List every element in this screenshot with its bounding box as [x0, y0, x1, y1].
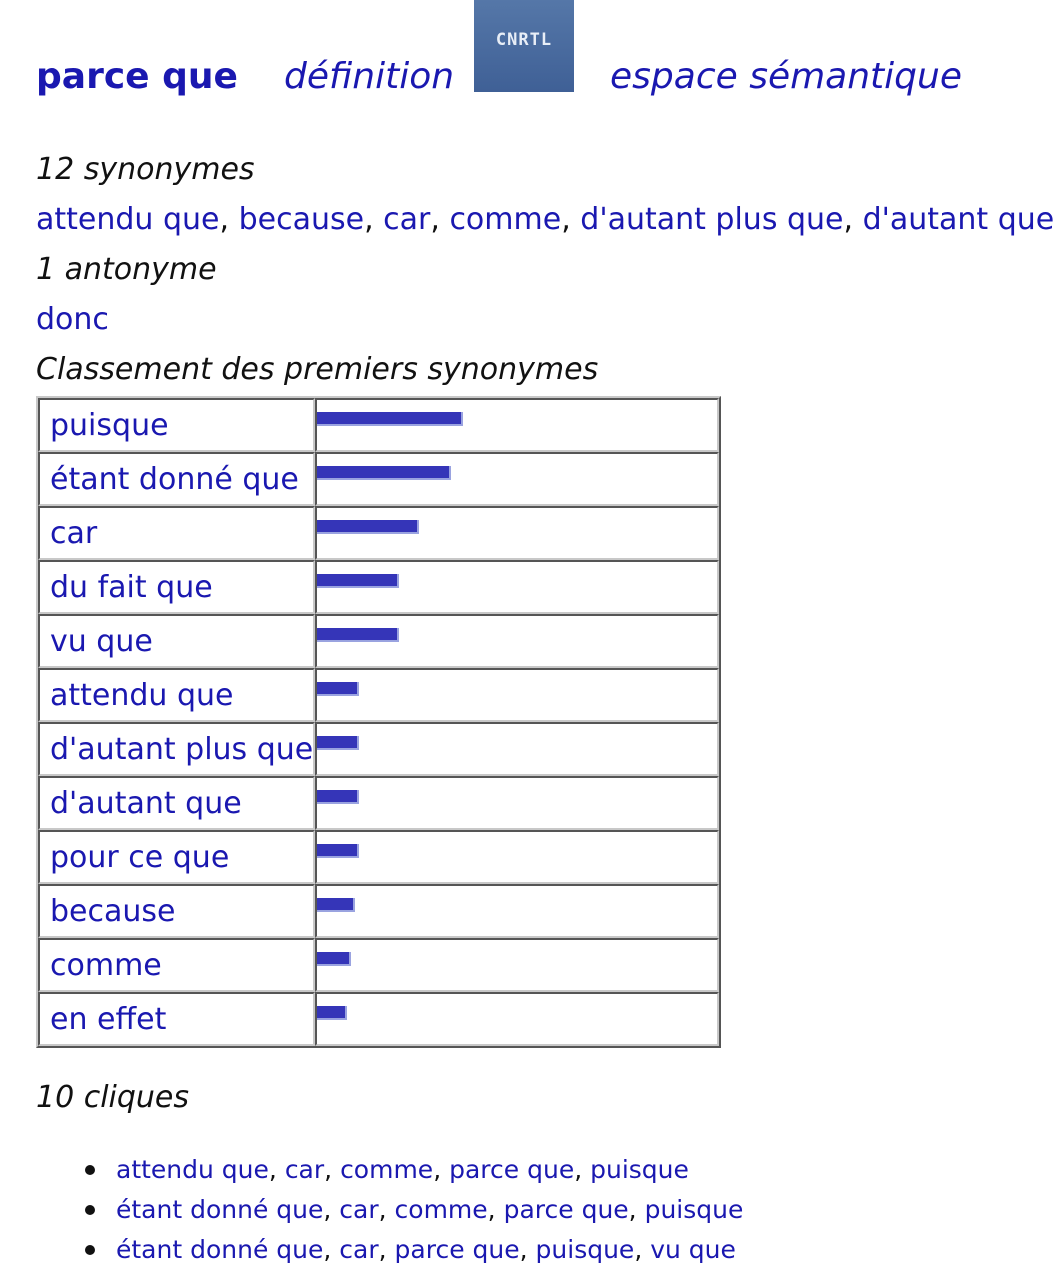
ranking-bar-cell	[315, 560, 719, 614]
ranking-bar-cell	[315, 398, 719, 452]
separator: ,	[628, 1195, 645, 1224]
clique-word-link[interactable]: puisque	[590, 1155, 689, 1184]
bullet-icon	[85, 1165, 95, 1175]
clique-word-link[interactable]: étant donné que	[116, 1195, 324, 1224]
ranking-row	[38, 776, 719, 830]
ranking-row	[38, 560, 719, 614]
clique-word-link[interactable]: étant donné que	[116, 1235, 324, 1264]
ranking-bar-cell	[315, 776, 719, 830]
separator: ,	[219, 202, 239, 237]
ranking-row	[38, 668, 719, 722]
synonym-link[interactable]: because	[238, 202, 365, 237]
ranking-row	[38, 452, 719, 506]
clique-word-link[interactable]: attendu que	[116, 1155, 269, 1184]
ranking-synonym-link[interactable]: étant donné que	[38, 452, 315, 506]
ranking-table	[36, 396, 721, 1048]
separator: ,	[323, 1195, 340, 1224]
synonym-link[interactable]: d'autant que	[862, 202, 1054, 237]
separator: ,	[430, 202, 450, 237]
ranking-synonym-link[interactable]: car	[38, 506, 315, 560]
clique-word-link[interactable]: car	[339, 1235, 379, 1264]
ranking-bar-cell	[315, 722, 719, 776]
clique-word-link[interactable]: comme	[394, 1195, 488, 1224]
synonym-link[interactable]: d'autant plus que	[580, 202, 844, 237]
ranking-synonym-link[interactable]: du fait que	[38, 560, 315, 614]
ranking-bar	[317, 844, 359, 858]
separator: ,	[843, 202, 863, 237]
ranking-row	[38, 938, 719, 992]
bullet-icon	[85, 1245, 95, 1255]
separator: ,	[433, 1155, 450, 1184]
ranking-synonym-link[interactable]: because	[38, 884, 315, 938]
antonyms-list	[36, 302, 836, 337]
separator: ,	[634, 1235, 651, 1264]
ranking-synonym-link[interactable]: vu que	[38, 614, 315, 668]
ranking-bar	[317, 952, 351, 966]
ranking-row	[38, 884, 719, 938]
ranking-bar-cell	[315, 938, 719, 992]
cnrtl-logo[interactable]	[474, 0, 574, 92]
synonyms-heading: 12 synonymes	[36, 152, 255, 187]
ranking-bar	[317, 520, 419, 534]
word-title: parce que	[36, 56, 238, 97]
ranking-synonym-link[interactable]: en effet	[38, 992, 315, 1046]
ranking-synonym-link[interactable]: attendu que	[38, 668, 315, 722]
header	[0, 0, 962, 110]
ranking-row	[38, 992, 719, 1046]
separator: ,	[323, 1235, 340, 1264]
ranking-row	[38, 398, 719, 452]
ranking-heading: Classement des premiers synonymes	[36, 352, 599, 387]
ranking-synonym-link[interactable]: d'autant que	[38, 776, 315, 830]
clique-word-link[interactable]: vu que	[650, 1235, 736, 1264]
clique-word-link[interactable]: car	[339, 1195, 379, 1224]
separator: ,	[268, 1155, 285, 1184]
clique-word-link[interactable]: comme	[340, 1155, 434, 1184]
ranking-synonym-link[interactable]: comme	[38, 938, 315, 992]
ranking-synonym-link[interactable]: puisque	[38, 398, 315, 452]
ranking-bar	[317, 466, 451, 480]
antonyms-heading: 1 antonyme	[36, 252, 217, 287]
bullet-icon	[85, 1205, 95, 1215]
ranking-bar	[317, 898, 355, 912]
ranking-bar	[317, 628, 399, 642]
clique-item	[80, 1190, 836, 1230]
antonym-link[interactable]: donc	[36, 302, 109, 337]
clique-word-link[interactable]: parce que	[394, 1235, 520, 1264]
espace-semantique-link[interactable]: espace sémantique	[610, 56, 962, 97]
ranking-bar-cell	[315, 452, 719, 506]
synonym-link[interactable]: comme	[449, 202, 562, 237]
separator: ,	[364, 202, 384, 237]
ranking-row	[38, 614, 719, 668]
separator: ,	[561, 202, 581, 237]
ranking-synonym-link[interactable]: d'autant plus que	[38, 722, 315, 776]
separator: ,	[378, 1235, 395, 1264]
ranking-bar-cell	[315, 506, 719, 560]
cnrtl-logo-text: CNRTL	[495, 30, 553, 50]
ranking-row	[38, 506, 719, 560]
ranking-bar-cell	[315, 992, 719, 1046]
cliques-list	[80, 1150, 836, 1270]
clique-word-link[interactable]: parce que	[503, 1195, 629, 1224]
clique-word-link[interactable]: puisque	[535, 1235, 635, 1264]
clique-word-link[interactable]: puisque	[644, 1195, 744, 1224]
separator: ,	[487, 1195, 504, 1224]
separator: ,	[324, 1155, 341, 1184]
ranking-bar	[317, 412, 463, 426]
synonyms-list	[36, 202, 1054, 237]
ranking-bar	[317, 574, 399, 588]
ranking-bar-cell	[315, 884, 719, 938]
synonym-link[interactable]: car	[383, 202, 431, 237]
cliques-heading: 10 cliques	[36, 1080, 190, 1115]
definition-link[interactable]: définition	[284, 56, 455, 97]
separator: ,	[378, 1195, 395, 1224]
ranking-row	[38, 830, 719, 884]
ranking-row	[38, 722, 719, 776]
synonym-link[interactable]: attendu que	[36, 202, 220, 237]
ranking-bar-cell	[315, 668, 719, 722]
ranking-bar-cell	[315, 614, 719, 668]
separator: ,	[574, 1155, 591, 1184]
clique-word-link[interactable]: parce que	[449, 1155, 575, 1184]
ranking-bar-cell	[315, 830, 719, 884]
ranking-bar	[317, 1006, 347, 1020]
clique-item	[80, 1150, 836, 1190]
clique-word-link[interactable]: car	[284, 1155, 325, 1184]
ranking-bar	[317, 682, 359, 696]
ranking-synonym-link[interactable]: pour ce que	[38, 830, 315, 884]
separator: ,	[519, 1235, 536, 1264]
ranking-bar	[317, 736, 359, 750]
ranking-bar	[317, 790, 359, 804]
clique-item	[80, 1230, 836, 1270]
